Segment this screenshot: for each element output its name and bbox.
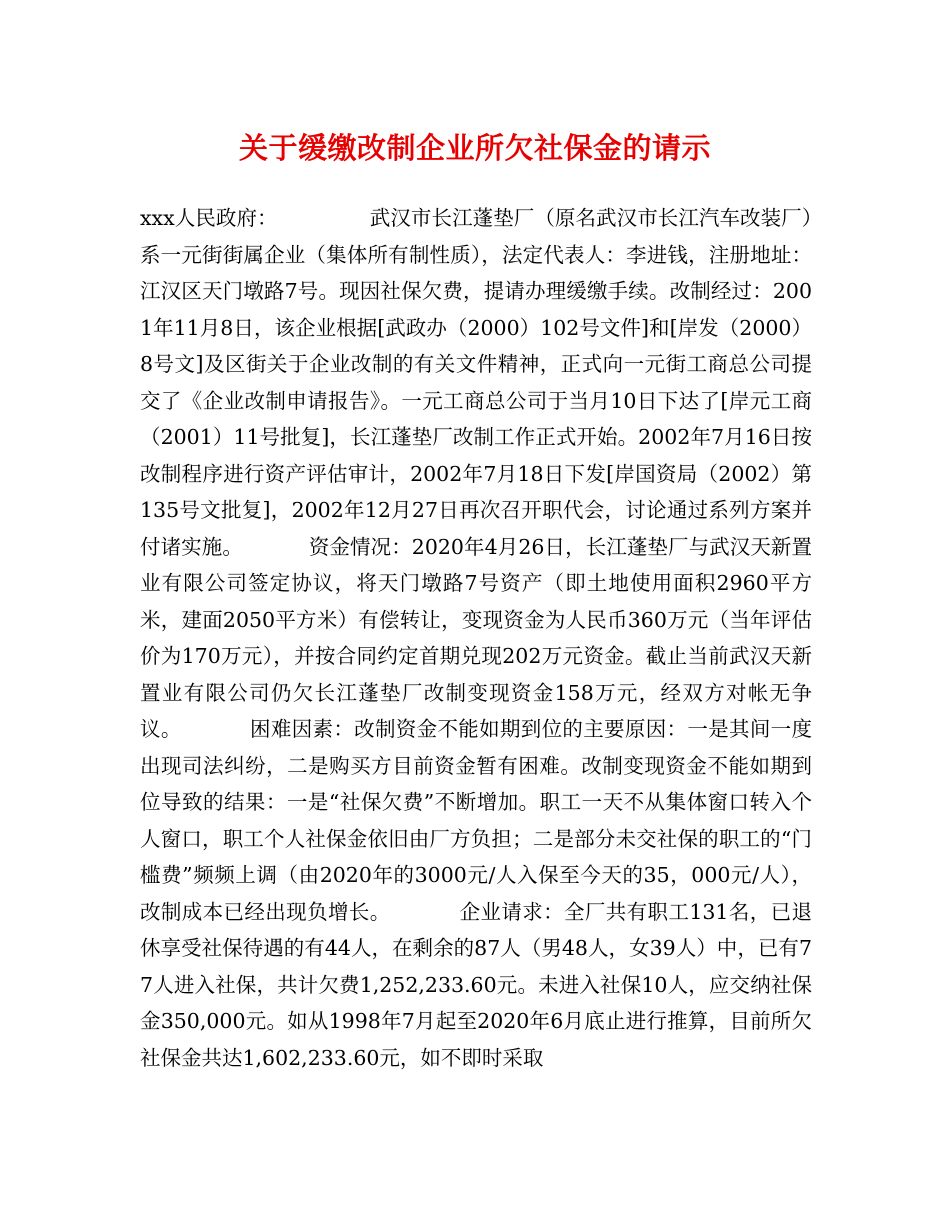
document-title: 关于缓缴改制企业所欠社保金的请示: [238, 131, 711, 165]
document-body: xxx人民政府： 武汉市长江蓬垫厂（原名武汉市长江汽车改装厂）系一元街街属企业（集体所有制性质），法定代表人：李进钱，注册地址：江汉区天门墩路7号。现因社保欠费，提请办理缓缴手续。改制经过：2001年11月8日，该企业根据[武政办（2000）102号文件]和[岸发（2000）8号文]及区街关于企业改制的有关文件精神，正式向一元街工商总公司提交了《企业改制申请报告》。一元工商总公司于当月10日下达了[岸元工商（2001）11号批复]，长江蓬垫厂改制工作正式开始。2002年7月16日按改制程序进行资产评估审计，2002年7月18日下发[岸国资局（2002）第135号文批复]，2002年12月27日再次召开职代会，讨论通过系列方案并付诸实施。 资金情况：2020年4月26日，长江蓬垫厂与武汉天新置业有限公司签定协议，将天门墩路7号资产（即土地使用面积2960平方米，建面2050平方米）有偿转让，变现资金为人民币360万元（当年评估价为170万元），并按合同约定首期兑现202万元资金。截止当前武汉天新置业有限公司仍欠长江蓬垫厂改制变现资金158万元，经双方对帐无争议。 困难因素：改制资金不能如期到位的主要原因：一是其间一度出现司法纠纷，二是购买方目前资金暂有困难。改制变现资金不能如期到位导致的结果：一是“社保欠费”不断增加。职工一天不从集体窗口转入个人窗口，职工个人社保金依旧由厂方负担；二是部分未交社保的职工的“门槛费”频频上调（由2020年的3000元/人入保至今天的35，000元/人），改制成本已经出现负增长。 企业请求：全厂共有职工131名，已退休享受社保待遇的有44人，在剩余的87人（男48人，女39人）中，已有77人进入社保，共计欠费1,252,233.60元。未进入社保10人，应交纳社保金350,000元。如从1998年7月起至2020年6月底止进行推算，目前所欠社保金共达1,602,233.60元，如不即时采取: [140, 206, 812, 1070]
